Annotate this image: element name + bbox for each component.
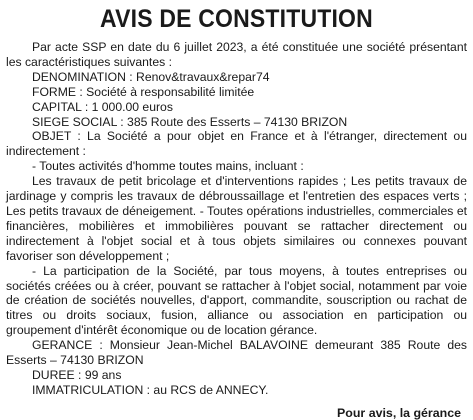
objet-item-1-detail: Les travaux de petit bricolage et d'interventions rapides ; Les petits travaux de jardinage y compris les travaux de débroussaillage et l'entretien des espaces verts ; Les petits travaux de déneigement. - Toutes opérations industrielles, commerciales et financières, mobilières et immobilières pouvant se rattacher directement ou indirectement à l'objet social et à tous objets similaires ou connexes pouvant favoriser son développement ;: [6, 174, 467, 263]
gerance-paragraph: GERANCE : Monsieur Jean-Michel BALAVOINE demeurant 385 Route des Esserts – 74130 BRIZON: [6, 338, 467, 368]
notice-body: [6, 40, 467, 398]
capital-line: CAPITAL : 1 000.00 euros: [32, 99, 173, 114]
intro-paragraph: Par acte SSP en date du 6 juillet 2023, a été constituée une société présentant les caractéristiques suivantes :: [6, 40, 467, 69]
objet-paragraph: OBJET : La Société a pour objet en France et à l'étranger, directement ou indirectement :: [6, 129, 467, 159]
denomination-line: DENOMINATION : Renov&travaux&repar74: [32, 69, 270, 84]
objet-item-1: - Toutes activités d'homme toutes mains, incluant :: [32, 159, 304, 174]
immatriculation-line: IMMATRICULATION : au RCS de ANNECY.: [32, 382, 269, 397]
forme-line: FORME : Société à responsabilité limitée: [32, 84, 255, 99]
notice-title: AVIS DE CONSTITUTION: [100, 5, 373, 33]
objet-item-2: - La participation de la Société, par tous moyens, à toutes entreprises ou sociétés créées ou à créer, pouvant se rattacher à l'objet social, notamment par voie de création de sociétés nouvelles, d'apport, commandite, souscription ou rachat de titres ou droits sociaux, fusion, alliance ou association en participation ou groupement d'intérêt économique ou de location gérance.: [6, 263, 467, 338]
signature-line: Pour avis, la gérance: [337, 405, 461, 420]
duree-line: DUREE : 99 ans: [32, 367, 122, 382]
siege-line: SIEGE SOCIAL : 385 Route des Esserts – 74130 BRIZON: [32, 114, 348, 129]
